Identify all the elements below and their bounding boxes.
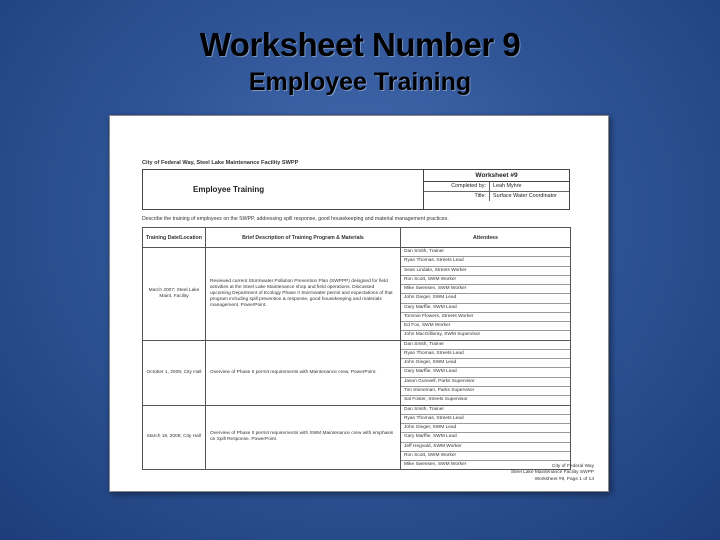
title-value: Surface Water Coordinator	[489, 192, 569, 201]
attendee-list	[401, 405, 571, 470]
training-date: March 19, 2008; City Hall	[143, 405, 206, 470]
footer-line-facility: Steel Lake Maintenance Facility SWPP	[510, 470, 594, 475]
attendee: Ryan Thomas, Streets Lead	[401, 350, 570, 359]
table-row	[143, 248, 571, 341]
training-description: Overview of Phase II permit requirements with Maintenance crew. PowerPoint.	[206, 340, 401, 405]
attendee: Tommie Flowers, Streets Worker	[401, 313, 570, 322]
attendee: Mike Swensen, SWM Worker	[401, 285, 570, 294]
training-description: Reviewed current Stormwater Pollution Prevention Plan (SWPPP) designed for field activities at the Steel Lake Maintenance shop and field operations. Discussed upcoming Department of Ecology Phase II Stormwater permit and expectations of that program including spill prevention & response, good housekeeping and materials management. PowerPoint.	[206, 248, 401, 341]
col-header-description: Brief Description of Training Program & Materials	[206, 228, 401, 248]
footer-line-page: Worksheet #9, Page 1 of 14	[534, 476, 594, 482]
attendee: Jeff Hegvald, SWM Worker	[401, 443, 570, 452]
attendee: Tim Stoneman, Parks Supervisor	[401, 387, 570, 396]
worksheet-number: Worksheet #9	[424, 170, 569, 182]
attendee: Ron Scott, SWM Worker	[401, 452, 570, 461]
title-label: Title:	[474, 193, 486, 199]
completed-by-label: Completed by:	[451, 183, 486, 189]
slide-title: Worksheet Number 9	[199, 26, 521, 63]
attendee: John Gieger, SWM Lead	[401, 359, 570, 368]
worksheet-info	[424, 170, 569, 209]
attendee: Mike Swensen, SWM Worker	[404, 462, 467, 468]
describe-instructions: Describe the training of employees on the SWPP, addressing spill response, good housekeeping and material management practices.	[142, 216, 449, 222]
facility-name: City of Federal Way, Steel Lake Maintenance Facility SWPP	[142, 160, 299, 166]
training-date: October 1, 2009; City Hall	[143, 340, 206, 405]
col-header-date: Training Date/Location	[143, 228, 206, 248]
attendee-list	[401, 340, 571, 405]
attendee: Gary Marffie, SWM Lead	[401, 368, 570, 377]
footer-line-city: City of Federal Way	[552, 463, 594, 469]
attendee: John Gieger, SWM Lead	[401, 294, 570, 303]
worksheet-document	[109, 115, 609, 492]
attendee-list	[401, 248, 571, 341]
attendee: John MacGillivray, SWM Supervisor	[404, 332, 481, 338]
table-header-row	[143, 228, 571, 248]
attendee: Ryan Thomas, Streets Lead	[401, 415, 570, 424]
training-table	[142, 227, 571, 470]
completed-by-row	[424, 182, 569, 192]
document-footer	[511, 464, 594, 484]
attendee: Ed Fox, SWM Worker	[401, 322, 570, 331]
attendee: Dan Smith, Trainer	[401, 248, 570, 257]
attendee: Gary Marffie, SWM Lead	[401, 304, 570, 313]
completed-by-value: Leah Myhre	[489, 182, 569, 191]
attendee: Gary Marffie, SWM Lead	[401, 433, 570, 442]
training-description: Overview of Phase II permit requirements with SWM Maintenance crew with emphasis on Spill Response. PowerPoint.	[206, 405, 401, 470]
attendee: Dan Smith, Trainer	[401, 341, 570, 350]
worksheet-content	[142, 160, 570, 470]
training-date: March 2007; Steel Lake Maint. Facility	[143, 248, 206, 341]
form-title: Employee Training	[143, 170, 424, 209]
attendee: John Gieger, SWM Lead	[401, 424, 570, 433]
slide-subtitle: Employee Training	[248, 68, 472, 96]
table-row	[143, 405, 571, 470]
attendee: Ron Scott, SWM Worker	[401, 276, 570, 285]
table-row	[143, 340, 571, 405]
worksheet-header	[142, 169, 570, 210]
title-row	[424, 192, 569, 201]
attendee: Jason Gunwell, Parks Supervisor	[401, 378, 570, 387]
col-header-attendees: Attendees	[401, 228, 571, 248]
attendee: Dan Smith, Trainer	[401, 406, 570, 415]
attendee: Ryan Thomas, Streets Lead	[401, 257, 570, 266]
attendee: Sean Lindale, Streets Worker	[401, 267, 570, 276]
attendee: Sal Foster, Streets Supervisor	[404, 397, 468, 403]
